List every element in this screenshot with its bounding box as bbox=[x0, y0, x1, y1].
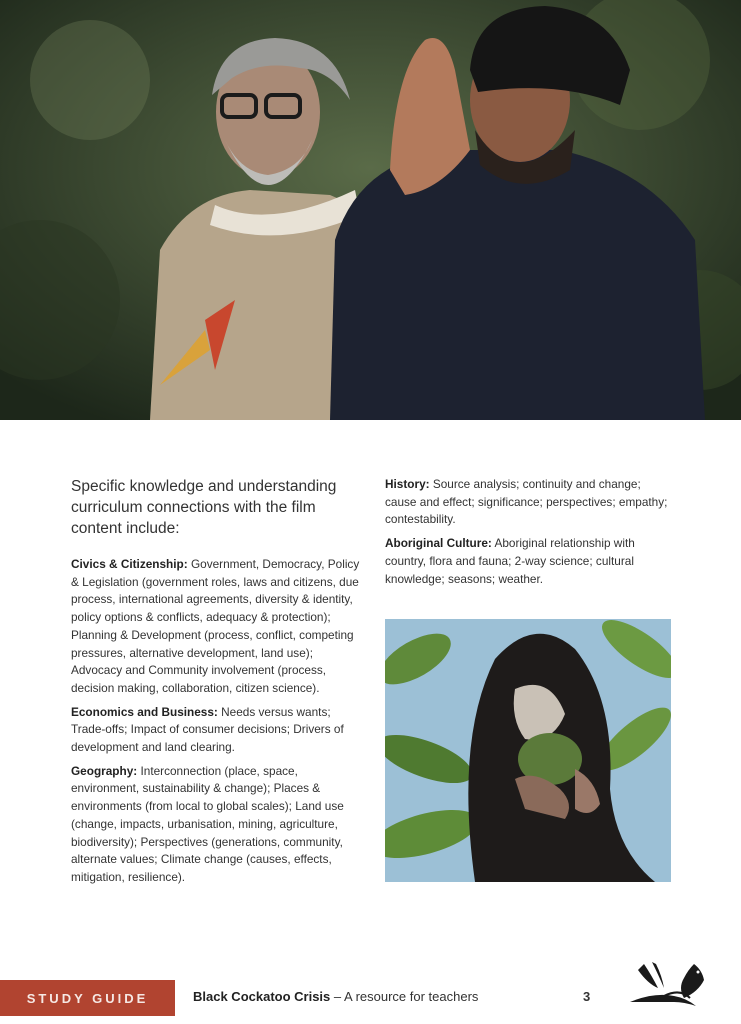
footer-title-bold: Black Cockatoo Crisis bbox=[193, 989, 331, 1004]
civics-paragraph bbox=[71, 556, 361, 698]
curriculum-right-column bbox=[385, 476, 671, 594]
cockatoo-illustration bbox=[385, 619, 671, 882]
history-text: Source analysis; continuity and change; cause and effect; significance; perspectives; empathy; contestability. bbox=[385, 477, 668, 527]
geography-paragraph bbox=[71, 763, 361, 887]
intro-paragraph: Specific knowledge and understanding curriculum connections with the film content include: bbox=[71, 478, 337, 537]
economics-heading: Economics and Business: bbox=[71, 704, 218, 719]
curriculum-left-column bbox=[71, 556, 361, 893]
economics-paragraph bbox=[71, 704, 361, 757]
study-guide-band: STUDY GUIDE bbox=[0, 980, 175, 1016]
geography-text: Interconnection (place, space, environment, sustainability & change); Places & environments (from local to global scales); Land use (change, impacts, urbanisation, mining, agriculture, biodiversity); Perspectives (generations, community, alternate values; Climate change (causes, effects, mitigation, resilience). bbox=[71, 763, 344, 884]
economics-text: Needs versus wants; Trade-offs; Impact of consumer decisions; Drivers of development and land clearing. bbox=[71, 704, 344, 755]
footer-title bbox=[193, 989, 478, 1004]
footer-subtitle: – A resource for teachers bbox=[330, 989, 479, 1004]
aboriginal-culture-paragraph bbox=[385, 535, 671, 588]
aboriginal-culture-heading: Aboriginal Culture: bbox=[385, 536, 492, 551]
civics-heading: Civics & Citizenship: bbox=[71, 557, 188, 571]
hero-illustration bbox=[0, 0, 741, 420]
civics-text: Government, Democracy, Policy & Legislation (government roles, laws and citizens, due process, international agreements, diversity & identity, policy options & conflicts, adequacy & protection); Planning & Development (process, conflict, competing pressures, alternative development, land use); Advocacy and Community involvement (process, decision making, collaboration, citizen science). bbox=[71, 557, 360, 695]
geography-heading: Geography: bbox=[71, 763, 138, 778]
cockatoo-logo-icon bbox=[624, 958, 708, 1014]
cockatoo-photo bbox=[385, 619, 671, 882]
history-heading: History: bbox=[385, 477, 430, 491]
hero-photo bbox=[0, 0, 741, 420]
aboriginal-culture-text: Aboriginal relationship with country, flora and fauna; 2-way science; cultural knowledge; seasons; weather. bbox=[385, 536, 635, 586]
page-number: 3 bbox=[583, 989, 591, 1004]
history-paragraph bbox=[385, 476, 671, 529]
